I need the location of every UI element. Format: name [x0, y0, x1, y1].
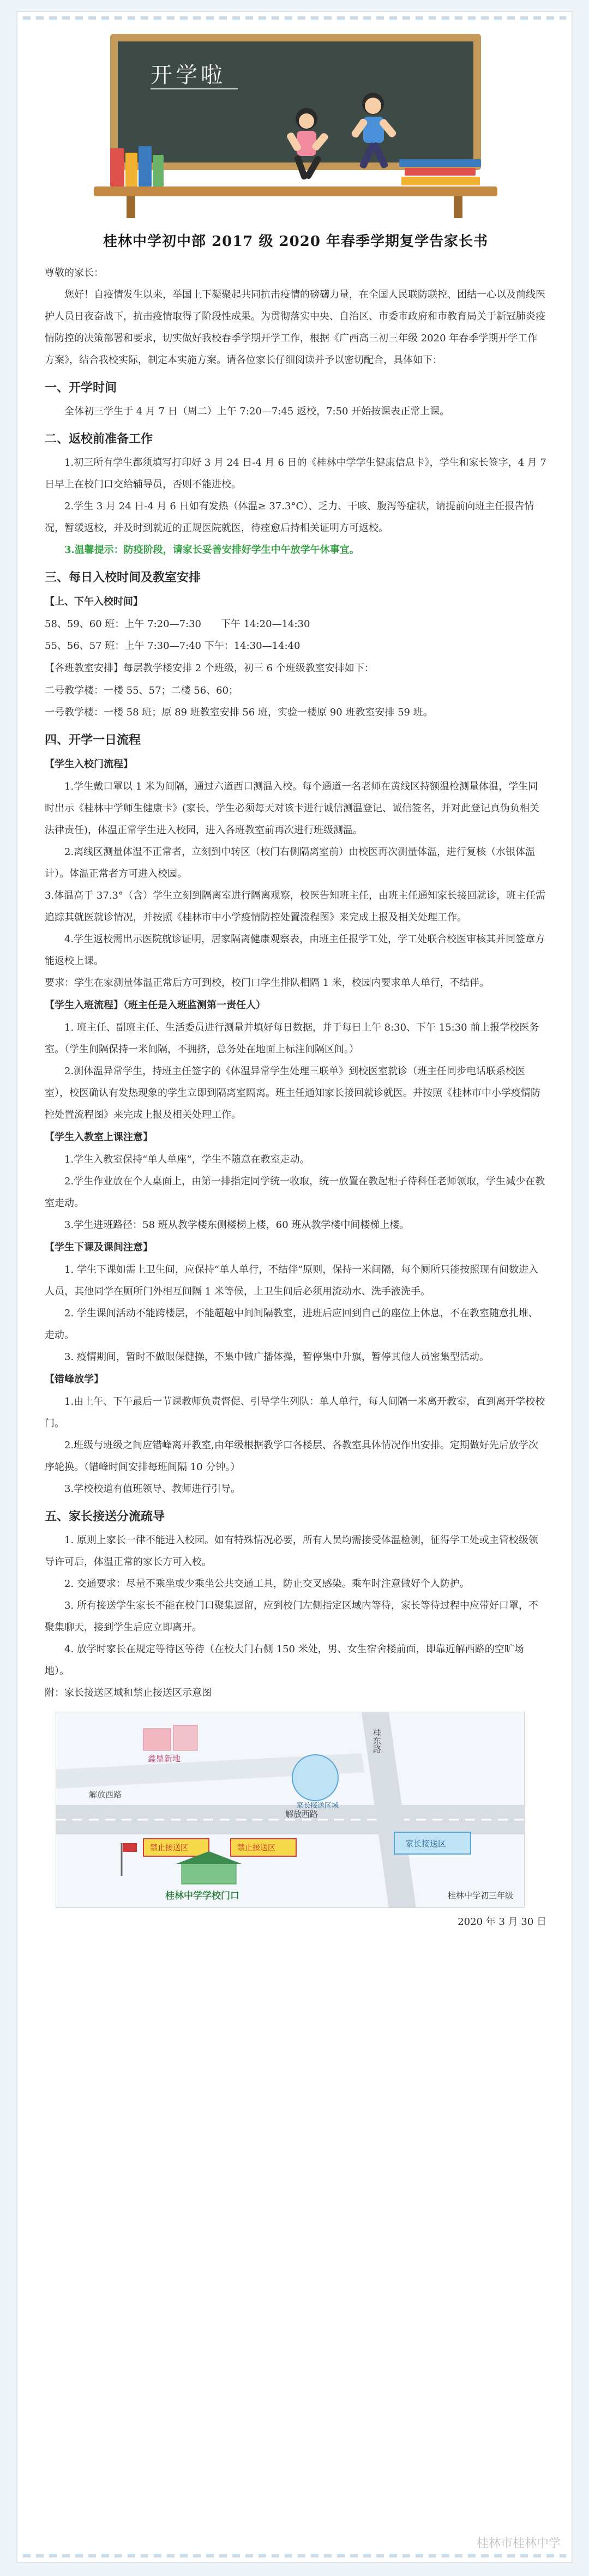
- break-item: 2. 学生课间活动不能跨楼层，不能超越中间间隔教室，进班后应回到自己的座位上休息，不在教室随意扎堆、走动。: [45, 1308, 538, 1341]
- board-title: 开学啦: [151, 63, 226, 88]
- leave-item: 2.班级与班级之间应错峰离开教室,由年级根据教学口各楼层、各教室具体情况作出安排。定期做好先后放学次序轮换。（错峰时间安排每班间隔 10 分钟。）: [45, 1440, 538, 1473]
- watermark: 桂林市桂林中学: [476, 2537, 561, 2550]
- side-road-label: 解放西路: [89, 1790, 122, 1799]
- section-2-p1: 1.初三所有学生都须填写打印好 3 月 24 日-4 月 6 日的《桂林中学学生健康信息卡》，学生和家长签字，4 月 7 日早上在校门口交给辅导员，否则不能进校。: [45, 457, 546, 490]
- notice-content: [45, 230, 546, 1933]
- room-row: 一号教学楼：一楼 58 班；原 89 班教室安排 56 班，实验一楼原 90 班教室安排 59 班。: [45, 707, 433, 718]
- staggered-leave-heading: 【错峰放学】: [45, 1374, 104, 1385]
- parent-zone-right-label: 家长接送区: [405, 1839, 447, 1849]
- pickup-item: 1. 原则上家长一律不能进入校园。如有特殊情况必要，所有人员均需接受体温检测，征得学工处或主管校级领导许可后，体温正常的家长方可入校。: [45, 1534, 538, 1568]
- section-5-heading: 五、家长接送分流疏导: [45, 1509, 165, 1524]
- entry-times-heading: 【上、下午入校时间】: [45, 596, 143, 607]
- parent-zone-top-label: 家长接送区域: [296, 1802, 339, 1810]
- map-caption: 附：家长接送区域和禁止接送区示意图: [45, 1687, 212, 1699]
- notice-page: [16, 11, 573, 2563]
- pickup-area-map: [56, 1712, 525, 1908]
- room-row: 二号教学楼：一楼 55、57；二楼 56、60；: [45, 685, 239, 696]
- gate-entry-requirement: 要求：学生在家测量体温正常后方可到校，校门口学生排队相隔 1 米，校园内要求单人单行，不结伴。: [45, 977, 489, 989]
- map-school-grade: 桂林中学初三年级: [447, 1891, 513, 1900]
- school-gate-label: 桂林中学学校门口: [165, 1891, 239, 1901]
- gate-entry-p2: 2.离线区测量体温不正常者，立刻到中转区（校门右侧隔离室前）由校医再次测量体温，进行复核（水银体温计）。体温正常者方可进入校园。: [45, 846, 536, 880]
- entry-time-row: 55、56、57 班：上午 7:30—7:40 下午：14:30—14:40: [45, 640, 300, 652]
- desk-leg: [454, 196, 462, 218]
- in-class-item: 2.学生作业放在个人桌面上，由第一排指定同学统一收取，统一放置在教起柜子待科任老师领取，学生减少在教室走动。: [45, 1176, 545, 1209]
- leave-item: 3.学校校道有值班领导、教师进行引导。: [64, 1483, 241, 1495]
- leave-item: 1.由上午、下午最后一节课教师负责督促、引导学生列队：单人单行，每人间隔一米离开教室，直到离开学校校门。: [45, 1396, 545, 1429]
- running-girl-figure: [274, 105, 339, 186]
- gate-entry-p4: 4.学生返校需出示医院就诊证明，居家隔离健康观察表，由班主任报学工处，学工处联合校医审核其并同签章方能返校上课。: [45, 934, 545, 967]
- rooms-heading: 【各班教室安排】每层教学楼安排 2 个班级，初三 6 个班级教室安排如下：: [45, 663, 374, 674]
- class-entry-p2: 2.测体温异常学生，持班主任签字的《体温异常学生处理三联单》到校医室就诊（班主任同步电话联系校医室），校医确认有发热现象的学生立即到隔离室隔离。班主任通知家长接回就诊就医。并按照《桂林市中小学疫情防控处置流程图》来完成上报及相关处理工作。: [45, 1066, 540, 1121]
- class-entry-heading: 【学生入班流程】（班主任是入班监测第一责任人）: [45, 1000, 266, 1011]
- pickup-item: 2. 交通要求：尽量不乘坐或少乘坐公共交通工具，防止交叉感染。乘车时注意做好个人防护。: [64, 1578, 470, 1590]
- gate-entry-p3: 3.体温高于 37.3°（含）学生立刻到隔离室进行隔离观察，校医告知班主任，由班主任通知家长接回就诊，班主任需追踪其就医就诊情况，并按照《桂林市中小学疫情防控处置流程图》来完成上报及相关处理工作。: [45, 890, 545, 923]
- in-class-item: 1.学生入教室保持“单人单座”，学生不随意在教室走动。: [64, 1154, 310, 1165]
- section-2-p2: 2.学生 3 月 24 日-4 月 6 日如有发热（体温≥ 37.3°C）、乏力、干咳、腹泻等症状，请提前向班主任报告情况，暂缓返校，并及时到就近的正规医院就医，待痊愈后持相关证明方可返校。: [45, 501, 534, 534]
- gate-entry-p1: 1.学生戴口罩以 1 米为间隔，通过六道西口测温入校。每个通道一名老师在黄线区持额温枪测量体温，学生同时出示《桂林中学师生健康卡》(家长、学生必须每天对该卡进行诚信测温登记、诚信签名，并对此登记真伪负相关法律责任)，体温正常学生进入校园，进入各班教室前再次进行班级测温。: [45, 781, 540, 836]
- in-class-heading: 【学生入教室上课注意】: [45, 1131, 153, 1143]
- intro-paragraph: 您好！自疫情发生以来，举国上下凝聚起共同抗击疫情的磅礴力量，在全国人民联防联控、团结一心以及前线医护人员日夜奋战下，抗击疫情取得了阶段性成果。为贯彻落实中央、自治区、市委市政府和市教育局关于新冠肺炎疫情防控的决策部署和要求，切实做好我校春季学期开学工作，根据《广西高三初三年级 2020 年春季学期开学工作方案》，结合我校实际，制定本实施方案。请各位家长仔细阅读并予以密切配合，具体如下：: [45, 289, 545, 366]
- entry-time-row: 58、59、60 班：上午 7:20—7:30 下午 14:20—14:30: [45, 618, 310, 630]
- board-underline: [151, 88, 238, 89]
- desk-top: [94, 186, 497, 196]
- pickup-item: 3. 所有接送学生家长不能在校门口聚集逗留，应到校门左侧指定区域内等待，家长等待过程中应带好口罩，不聚集聊天，接到学生后应立即离开。: [45, 1600, 538, 1633]
- section-1-text: 全体初三学生于 4 月 7 日（周二）上午 7:20—7:45 返校，7:50 开始按课表正常上课。: [64, 406, 450, 417]
- desk-leg: [127, 196, 135, 218]
- class-entry-p1: 1. 班主任、副班主任、生活委员进行测量并填好每日数据，并于每日上午 8:30、下午 15:30 前上报学校医务室。（学生间隔保持一米间隔，不拥挤，总务处在地面上标注间隔区间。）: [45, 1022, 539, 1055]
- dorm-label: 鑫鼎新地: [148, 1754, 181, 1764]
- notice-title: 桂林中学初中部 2017 级 2020 年春季学期复学告家长书: [103, 233, 488, 250]
- no-pickup-zone-right: 禁止接送区: [237, 1844, 275, 1852]
- pickup-item: 4. 放学时家长在规定等待区等待（在校大门右侧 150 米处，男、女生宿舍楼前面，即靠近解西路的空旷场地）。: [45, 1644, 524, 1677]
- no-pickup-zone-left: 禁止接送区: [150, 1844, 188, 1852]
- in-class-item: 3.学生进班路径：58 班从教学楼东侧楼梯上楼，60 班从教学楼中间楼梯上楼。: [64, 1219, 410, 1231]
- notice-date: 2020 年 3 月 30 日: [458, 1916, 546, 1928]
- section-4-heading: 四、开学一日流程: [45, 733, 141, 747]
- break-item: 3. 疫情期间，暂时不做眼保健操，不集中做广播体操，暂停集中升旗，暂停其他人员密集型活动。: [64, 1351, 489, 1363]
- vertical-road-label: 桂东路: [372, 1729, 382, 1753]
- main-road-label: 解放西路: [285, 1809, 318, 1819]
- running-boy-figure: [339, 88, 410, 181]
- greeting: 尊敬的家长：: [45, 267, 104, 279]
- gate-entry-heading: 【学生入校门流程】: [45, 759, 133, 770]
- section-1-heading: 一、开学时间: [45, 381, 117, 395]
- break-item: 1. 学生下课如需上卫生间，应保持“单人单行，不结伴”原则，保持一米间隔，每个厕所只能按照现有间数进入人员，其他同学在厕所门外相互间隔 1 米等候，上卫生间后必须用流动水、洗手液洗手。: [45, 1264, 539, 1297]
- section-3-heading: 三、每日入校时间及教室安排: [45, 570, 201, 585]
- section-2-tip: 3.温馨提示：防疫阶段，请家长妥善安排好学生中午放学午休事宜。: [64, 544, 359, 556]
- header-illustration: [17, 23, 574, 219]
- break-heading: 【学生下课及课间注意】: [45, 1242, 153, 1253]
- section-2-heading: 二、返校前准备工作: [45, 432, 153, 446]
